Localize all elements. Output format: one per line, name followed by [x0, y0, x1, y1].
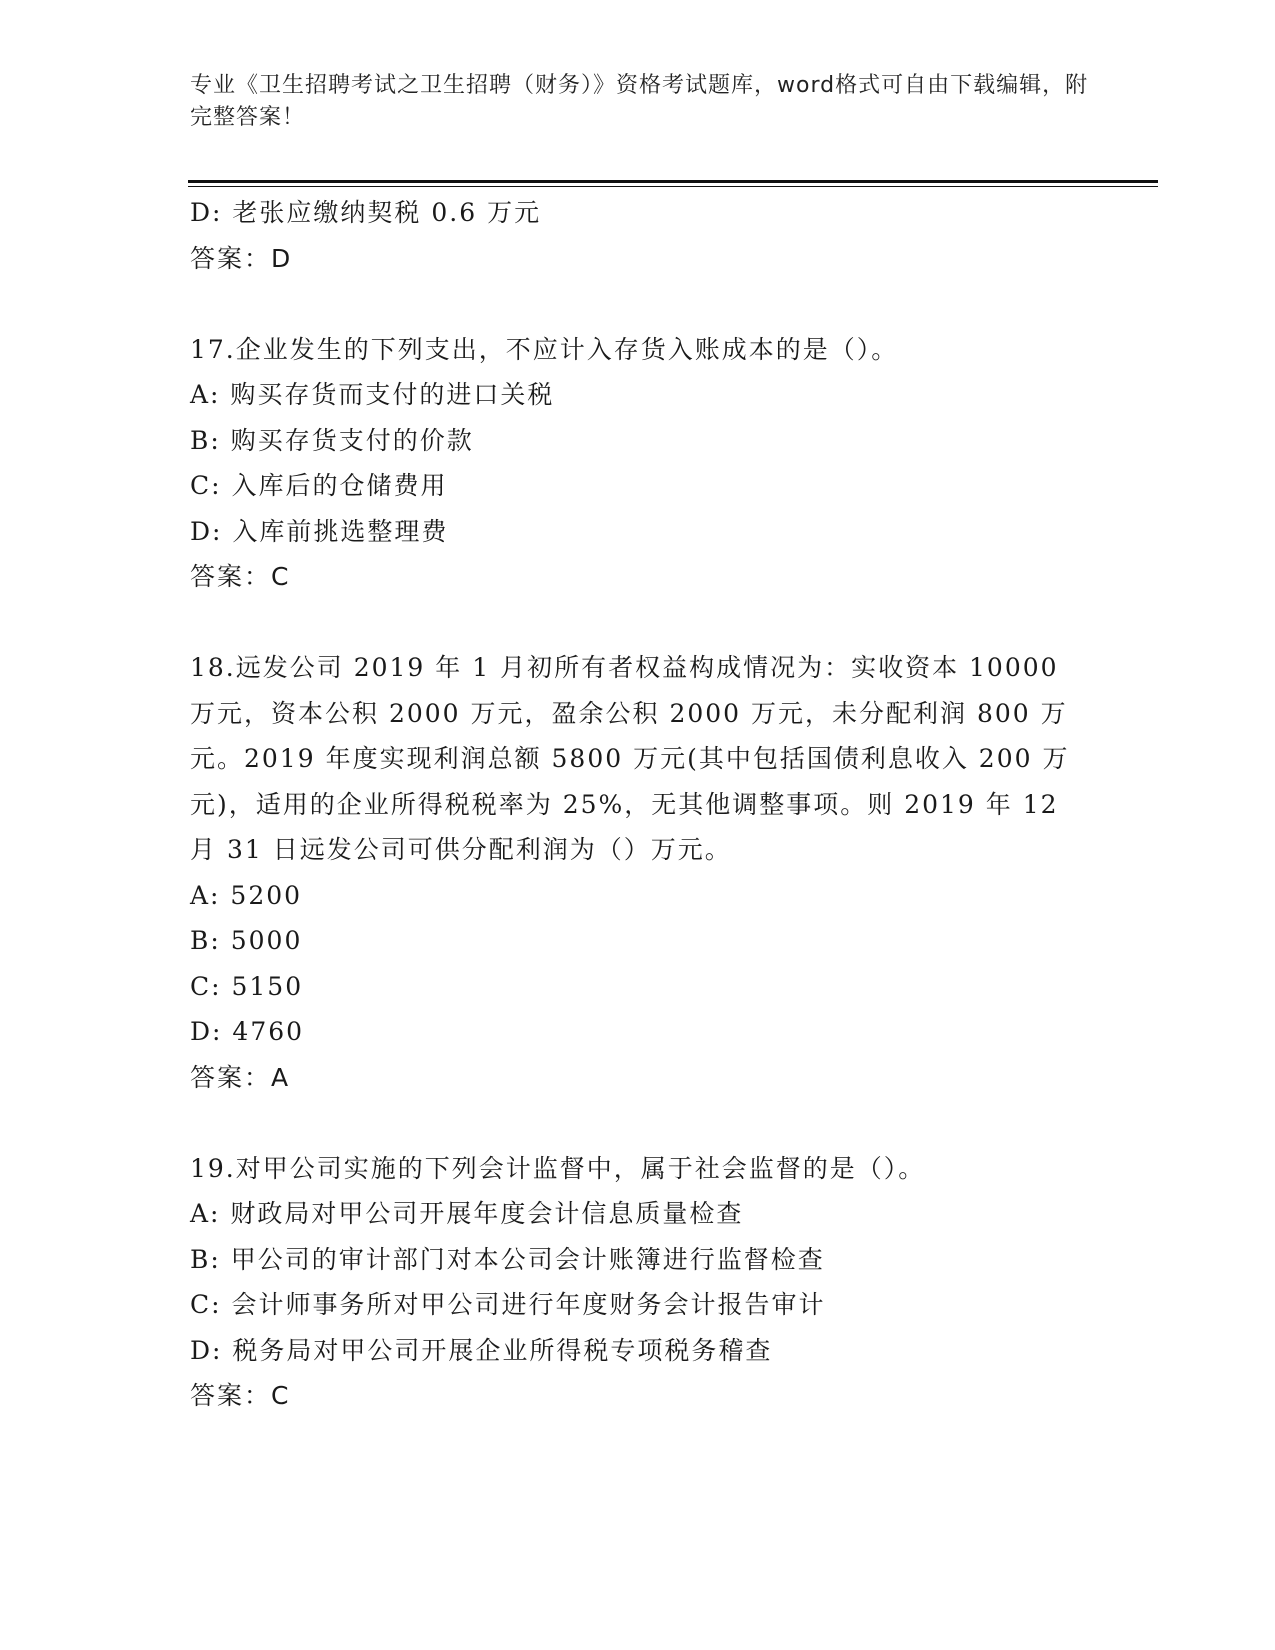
option-a: A: 5200	[190, 880, 303, 910]
question-19	[190, 1146, 1090, 1419]
question-17	[190, 327, 1090, 600]
answer: 答案：A	[190, 1062, 291, 1092]
option-b: B: 甲公司的审计部门对本公司会计账簿进行监督检查	[190, 1244, 825, 1274]
option-d: D: 老张应缴纳契税 0.6 万元	[190, 198, 542, 227]
question-stem: 18.远发公司 2019 年 1 月初所有者权益构成情况为：实收资本 10000 万元，资本公积 2000 万元，盈余公积 2000 万元，未分配利润 800 万元。2019 年度实现利润总额 5800 万元(其中包括国债利息收入 200 万元)，适用的企业所得税税率为 25%，无其他调整事项。则 2019 年 12 月 31 日远发公司可供分配利润为（）万元。	[190, 653, 1070, 864]
option-d: D: 入库前挑选整理费	[190, 516, 449, 546]
document-header: 专业《卫生招聘考试之卫生招聘（财务）》资格考试题库，word格式可自由下载编辑，附完整答案！	[190, 73, 1089, 130]
header-rule-thin	[188, 186, 1158, 187]
answer: 答案：D	[190, 243, 293, 273]
option-c: C: 5150	[190, 971, 304, 1001]
option-a: A: 购买存货而支付的进口关税	[190, 380, 555, 409]
option-b: B: 5000	[190, 926, 303, 955]
option-c: C: 会计师事务所对甲公司进行年度财务会计报告审计	[190, 1290, 826, 1319]
answer: 答案：C	[190, 562, 291, 591]
option-d: D: 税务局对甲公司开展企业所得税专项税务稽查	[190, 1335, 773, 1365]
header-rule-thick	[188, 180, 1158, 183]
option-c: C: 入库后的仓储费用	[190, 471, 448, 500]
question-stem: 17.企业发生的下列支出，不应计入存货入账成本的是（）。	[190, 334, 899, 364]
option-b: B: 购买存货支付的价款	[190, 425, 474, 455]
option-a: A: 财政局对甲公司开展年度会计信息质量检查	[190, 1199, 744, 1228]
question-stem: 19.对甲公司实施的下列会计监督中，属于社会监督的是（）。	[190, 1153, 926, 1183]
question-18	[190, 645, 1090, 1100]
document-body	[190, 190, 1090, 1419]
option-d: D: 4760	[190, 1017, 305, 1046]
answer: 答案：C	[190, 1381, 291, 1410]
